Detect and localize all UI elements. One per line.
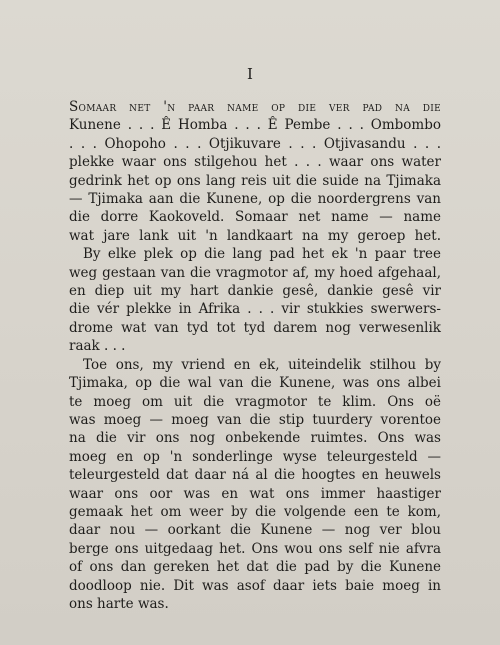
text-line: drome wat van tyd tot tyd darem nog verwesenlik [69, 319, 441, 336]
text-line: was moeg — moeg van die stip tuurdery vorentoe [69, 411, 441, 428]
text-line: die dorre Kaokoveld. Somaar net name — name [69, 209, 441, 226]
text-line: teleurgesteld dat daar ná al die hoogtes en heuwels [69, 467, 441, 484]
text-line: plekke waar ons stilgehou het . . . waar ons water [69, 154, 441, 171]
text-line: gemaak het om weer by die volgende een te kom, [69, 503, 441, 520]
text-line: moeg en op 'n sonderlinge wyse teleurgesteld — [69, 448, 441, 465]
text-line: of ons dan gereken het dat die pad by die Kunene [69, 559, 441, 576]
text-line: te moeg om uit die vragmotor te klim. Ons oë [69, 393, 441, 410]
text-line: Tjimaka, op die wal van die Kunene, was ons albei [69, 375, 441, 392]
text-line: na die vir ons nog onbekende ruimtes. Ons was [69, 430, 441, 447]
text-line: ons harte was. [69, 595, 169, 612]
text-line: raak . . . [69, 338, 126, 355]
text-line: By elke plek op die lang pad het ek 'n paar tree [83, 246, 441, 263]
paragraph-2 [69, 245, 441, 355]
text-line: Toe ons, my vriend en ek, uiteindelik stilhou by [83, 356, 441, 373]
text-line: die vér plekke in Afrika . . . vir stukkies swerwers- [69, 301, 441, 318]
text-line: Somaar net 'n paar name op die ver pad na die [69, 99, 441, 115]
paragraph-1 [69, 98, 441, 245]
chapter-number: I [247, 65, 253, 83]
text-line: doodloop nie. Dit was asof daar iets baie moeg in [69, 577, 441, 594]
body-text [69, 98, 441, 613]
text-line: wat jare lank uit 'n landkaart na my geroep het. [69, 227, 441, 244]
text-line: weg gestaan van die vragmotor af, my hoed afgehaal, [69, 264, 441, 281]
text-line: berge ons uitgedaag het. Ons wou ons self nie afvra [69, 540, 441, 557]
text-line: . . . Ohopoho . . . Otjikuvare . . . Otjivasandu . . . [69, 135, 441, 152]
text-line: gedrink het op ons lang reis uit die suide na Tjimaka [69, 172, 441, 189]
text-line: en diep uit my hart dankie gesê, dankie gesê vir [69, 283, 441, 300]
text-line: — Tjimaka aan die Kunene, op die noordergrens van [69, 191, 441, 208]
text-line: daar nou — oorkant die Kunene — nog ver blou [69, 522, 441, 539]
text-line: Kunene . . . Ê Homba . . . Ê Pembe . . . Ombombo [69, 117, 441, 134]
text-line: waar ons oor was en wat ons immer haastiger [69, 485, 441, 502]
paragraph-3 [69, 356, 441, 614]
